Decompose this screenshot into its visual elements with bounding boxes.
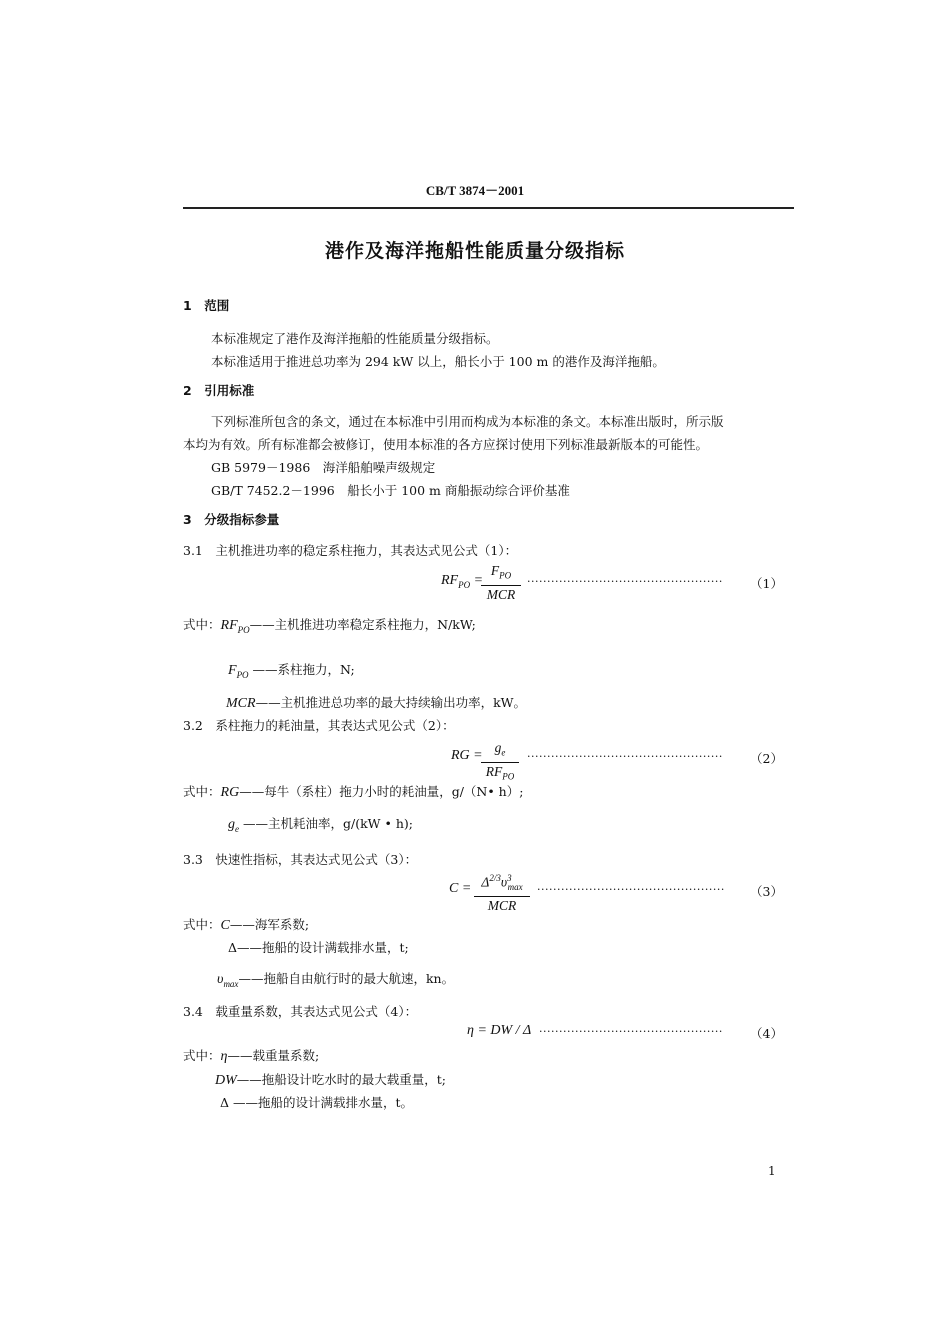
formula-3-number: （3） (750, 884, 783, 899)
formula-2-leader: ················································· (527, 750, 723, 763)
clause-3-3-text: 3.3 快速性指标，其表达式见公式（3）： (183, 852, 418, 867)
formula-4-number: （4） (750, 1026, 783, 1041)
clause-3-1-where: 式中：$RF_{PO}——$主机推进功率稳定系柱拖力，N/kW; (183, 617, 476, 635)
clause-3-3-def-2: Δ——拖船的设计满载排水量，t; (228, 940, 409, 955)
section-1-para-2: 本标准适用于推进总功率为 294 kW 以上，船长小于 100 m 的港作及海洋拖船。 (211, 354, 665, 369)
formula-1-fraction: $F_{PO}$ MCR (481, 563, 521, 603)
formula-4-leader: ·············································· (539, 1025, 723, 1038)
section-2-para-line-1: 下列标准所包含的条文，通过在本标准中引用而构成为本标准的条文。本标准出版时，所示版 (211, 414, 724, 429)
formula-3-lhs: C = (449, 881, 472, 896)
reference-1: GB 5979－1986 海洋船舶噪声级规定 (211, 460, 436, 475)
header-rule (183, 207, 794, 209)
clause-3-1-text: 3.1 主机推进功率的稳定系柱拖力，其表达式见公式（1）： (183, 543, 518, 558)
section-2-heading: 2 引用标准 (183, 383, 255, 398)
section-1-para-1: 本标准规定了港作及海洋拖船的性能质量分级指标。 (211, 331, 499, 346)
section-3-heading: 3 分级指标参量 (183, 512, 280, 527)
page-number: 1 (768, 1164, 776, 1178)
formula-4: η = DW / Δ (467, 1023, 532, 1038)
clause-3-4-def-3: Δ ——拖船的设计满载排水量，t。 (220, 1095, 414, 1110)
page-title: 港作及海洋拖船性能质量分级指标 (324, 240, 625, 262)
reference-2: GB/T 7452.2－1996 船长小于 100 m 商船振动综合评价基准 (211, 483, 570, 498)
formula-3-fraction: $\Delta^{2/3}\upsilon^3_{max}$ MCR (474, 870, 530, 914)
clause-3-3-where: 式中：C——海军系数; (183, 917, 310, 933)
clause-3-3-def-3: $\upsilon_{max}——$拖船自由航行时的最大航速，kn。 (217, 971, 455, 989)
formula-1-number: （1） (750, 576, 783, 591)
section-1-heading: 1 范围 (183, 298, 230, 313)
formula-1-leader: ················································· (527, 575, 723, 588)
clause-3-4-where: 式中：η——载重量系数; (183, 1048, 320, 1064)
formula-2-fraction: $g_e$ $RF_{PO}$ (481, 740, 519, 784)
clause-3-1-def-2: $F_{PO}$ ——系柱拖力，N; (228, 662, 355, 680)
clause-3-4-text: 3.4 载重量系数，其表达式见公式（4）： (183, 1004, 418, 1019)
formula-1-lhs: $RF_{PO}$ = (441, 573, 484, 590)
clause-3-1-def-3: MCR——主机推进总功率的最大持续输出功率，kW。 (226, 695, 526, 711)
formula-2-lhs: RG = (451, 748, 483, 763)
clause-3-2-def-2: $g_e$ ——主机耗油率，g/(kW • h); (228, 816, 413, 834)
standard-code: CB/T 3874－2001 (425, 183, 525, 198)
formula-2-number: （2） (750, 751, 783, 766)
formula-3-leader: ··············································· (537, 883, 725, 896)
section-2-para-line-2: 本均为有效。所有标准都会被修订，使用本标准的各方应探讨使用下列标准最新版本的可能性。 (183, 437, 709, 452)
clause-3-2-text: 3.2 系柱拖力的耗油量，其表达式见公式（2）： (183, 718, 455, 733)
clause-3-2-where: 式中：RG——每牛（系柱）拖力小时的耗油量，g/（N• h）; (183, 784, 524, 800)
clause-3-4-def-2: DW——拖船设计吃水时的最大载重量，t; (215, 1072, 447, 1088)
